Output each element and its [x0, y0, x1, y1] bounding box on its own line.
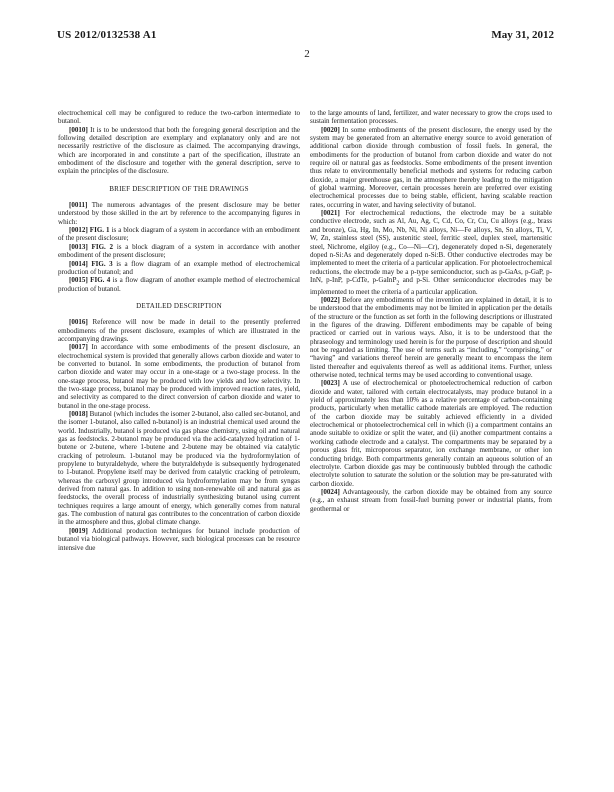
- paragraph-text: Butanol (which includes the isomer 2-butanol, also called sec-butanol, and the isomer 1-butanol, also called n-butanol) is an industrial chemical used around the world. Industrially, butanol is produced via gas phase chemistry, using oil and natural gas as feedstocks. 2-butanol may be produced via the acid-catalyzed hydration of 1-butene or 2-butene, where 1-butene and 2-butene may be obtained via catalytic cracking of petroleum. 1-butanol may be produced via the hydroformylation of propylene to butyraldehyde, where the butyraldehyde is subsequently hydrogenated to 1-butanol. Propylene itself may be derived from catalytic cracking of petroleum, whereas the carboxyl group introduced via hydroformylation may be from syngas derived from natural gas. In addition to using non-renewable oil and natural gas as feedstocks, the overall process of industrially synthesizing butanol using current techniques requires a large amount of energy, which generally comes from natural gas. The combustion of natural gas contributes to the concentration of carbon dioxide in the atmosphere and thus, global climate change.: [58, 410, 301, 527]
- page-number: 2: [304, 48, 310, 60]
- paragraph-0023: [310, 379, 552, 487]
- publication-number: US 2012/0132538 A1: [57, 29, 157, 41]
- paragraph-number: [0018]: [69, 410, 88, 418]
- paragraph-text: is a flow diagram of another example method of electrochemical production of butanol.: [58, 276, 300, 293]
- paragraph-number: [0021]: [321, 209, 340, 218]
- figure-reference: FIG. 3: [91, 259, 113, 268]
- paragraph-0020: [310, 126, 552, 209]
- paragraph-text: In some embodiments of the present disclosure, the energy used by the system may be generated from an alternative energy source to avoid generation of additional carbon dioxide through combustion of fossil fuels. In general, the embodiments for the production of butanol from carbon dioxide and water do not require oil or natural gas as feedstocks. Some embodiments of the present invention thus relate to environmentally beneficial methods and systems for reducing carbon dioxide, a major greenhouse gas, in the atmosphere thereby leading to the mitigation of global warming. Moreover, certain processes herein are preferred over existing electrochemical processes due to being stable, efficient, having scalable reaction rates, occurring in water, and having selectivity of butanol.: [310, 125, 553, 209]
- paragraph-0024: [310, 488, 552, 513]
- paragraph-0013: [58, 243, 300, 260]
- figure-reference: FIG. 2: [91, 242, 114, 251]
- paragraph-0018: [58, 410, 300, 527]
- paragraph-text: Advantageously, the carbon dioxide may be obtained from any source (e.g., an exhaust stream from fossil-fuel burning power or industrial plants, from geothermal or: [310, 487, 553, 513]
- paragraph-number: [0023]: [321, 379, 340, 388]
- paragraph-number: [0011]: [69, 201, 88, 210]
- paragraph-text: A use of electrochemical or photoelectrochemical reduction of carbon dioxide and water, tailored with certain electrocatalysts, may produce butanol in a yield of approximately less than 10% as a relative percentage of carbon-containing products, particularly when metallic cathode materials are employed. The reduction of the carbon dioxide may be suitably achieved efficiently in a divided electrochemical or photoelectrochemical cell in which (i) a compartment contains an anode suitable to oxidize or split the water, and (ii) another compartment contains a working cathode electrode and a catalyst. The compartments may be separated by a porous glass frit, microporous separator, ion exchange membrane, or other ion conducting bridge. Both compartments generally contain an aqueous solution of an electrolyte. Carbon dioxide gas may be continuously bubbled through the cathodic electrolyte solution to saturate the solution or the solution may be pre-saturated with carbon dioxide.: [310, 379, 552, 488]
- paragraph-0019: [58, 527, 300, 552]
- paragraph-continuation: electrochemical cell may be configured to reduce the two-carbon intermediate to butanol.: [58, 109, 300, 126]
- figure-reference: FIG. 1: [89, 226, 110, 235]
- paragraph-text: is a block diagram of a system in accordance with an embodiment of the present disclosure;: [58, 226, 301, 243]
- paragraph-text: Before any embodiments of the invention are explained in detail, it is to be understood that the embodiments may not be limited in application per the details of the structure or the function as set forth in the following descriptions or illustrated in the figures of the drawing. Different embodiments may be capable of being practiced or carried out in various ways. Also, it is to be understood that the phraseology and terminology used herein is for the purpose of description and should not be regarded as limiting. The use of terms such as “including,” “comprising,” or “having” and variations thereof herein are generally meant to encompass the item listed thereafter and equivalents thereof as well as additional items. Further, unless otherwise noted, technical terms may be used according to conventional usage.: [310, 295, 552, 380]
- paragraph-number: [0010]: [69, 125, 88, 134]
- subscript: 2: [396, 280, 400, 287]
- left-column: [58, 109, 300, 552]
- paragraph-number: [0024]: [321, 487, 340, 496]
- paragraph-number: [0022]: [321, 295, 340, 304]
- paragraph-text: Additional production techniques for butanol include production of butanol via biological pathways. However, such biological processes can be resource intensive due: [58, 526, 301, 552]
- paragraph-0014: [58, 260, 300, 277]
- paragraph-continuation: to the large amounts of land, fertilizer, and water necessary to grow the crops used to sustain fermentation processes.: [310, 109, 552, 126]
- paragraph-text: Reference will now be made in detail to the presently preferred embodiments of the present disclosure, examples of which are illustrated in the accompanying drawings.: [58, 318, 301, 343]
- paragraph-text: is a block diagram of a system in accordance with another embodiment of the present disclosure;: [58, 242, 301, 260]
- paragraph-number: [0020]: [321, 125, 340, 134]
- paragraph-text: is a flow diagram of an example method of electrochemical production of butanol; and: [58, 259, 300, 276]
- paragraph-0021: [310, 209, 552, 296]
- paragraph-number: [0016]: [69, 318, 88, 327]
- paragraph-0012: [58, 226, 300, 243]
- publication-date: May 31, 2012: [491, 29, 554, 41]
- paragraph-text: For electrochemical reductions, the electrode may be a suitable conductive electrode, such as Al, Au, Ag, C, Cd, Co, Cr, Cu, Cu alloys (e.g., brass and bronze), Ga, Hg, In, Mo, Nb, Ni, Ni alloys, Ni—Fe alloys, Sn, Sn alloys, Ti, V, W, Zn, stainless steel (SS), austenitic steel, ferritic steel, duplex steel, martensitic steel, Nichrome, elgiloy (e.g., Co—Ni—Cr), degenerately doped n-Si, degenerately doped n-Si:As and degenerately doped n-Si:B. Other conductive electrodes may be implemented to meet the criteria of a particular application. For photoelectrochemical reductions, the electrode may be a p-type semiconductor, such as p-GaAs, p-GaP, p-InN, p-InP, p-CdTe, p-GaInP: [310, 209, 553, 284]
- paragraph-0010: [58, 126, 300, 176]
- right-column: [310, 109, 552, 513]
- paragraph-number: [0013]: [69, 242, 88, 251]
- section-heading-detailed: DETAILED DESCRIPTION: [136, 301, 222, 310]
- paragraph-0011: [58, 201, 300, 226]
- paragraph-number: [0012]: [69, 226, 88, 235]
- paragraph-number: [0017]: [69, 343, 88, 352]
- paragraph-number: [0015]: [69, 276, 88, 285]
- paragraph-number: [0014]: [69, 259, 88, 268]
- paragraph-text: It is to be understood that both the foregoing general description and the following detailed description are exemplary and explanatory only and are not necessarily restrictive of the disclosure as claimed. The accompanying drawings, which are incorporated in and constitute a part of the specification, illustrate an embodiment of the disclosure and together with the general description, serve to explain the principles of the disclosure.: [58, 125, 300, 176]
- paragraph-text: In accordance with some embodiments of the present disclosure, an electrochemical system is provided that generally allows carbon dioxide and water to be converted to butanol. In some embodiments, the production of butanol from carbon dioxide and water may occur in a one-stage or a two-stage process. In the one-stage process, butanol may be produced with low yields and low selectivity. In the two-stage process, butanol may be produced with improved reaction rates, yield, and selectivity as compared to the direct conversion of carbon dioxide and water to butanol in the one-stage process.: [58, 343, 300, 410]
- paragraph-0016: [58, 318, 300, 343]
- paragraph-number: [0019]: [69, 526, 88, 535]
- section-heading-drawings: BRIEF DESCRIPTION OF THE DRAWINGS: [109, 184, 249, 193]
- paragraph-0015: [58, 276, 300, 293]
- paragraph-text: and p-Si. Other semiconductor electrodes may be implemented to meet the criteria of a particular application.: [310, 275, 552, 296]
- figure-reference: FIG. 4: [90, 276, 111, 285]
- paragraph-text: The numerous advantages of the present disclosure may be better understood by those skilled in the art by reference to the accompanying figures in which:: [58, 201, 300, 226]
- paragraph-0017: [58, 343, 300, 410]
- paragraph-0022: [310, 296, 552, 379]
